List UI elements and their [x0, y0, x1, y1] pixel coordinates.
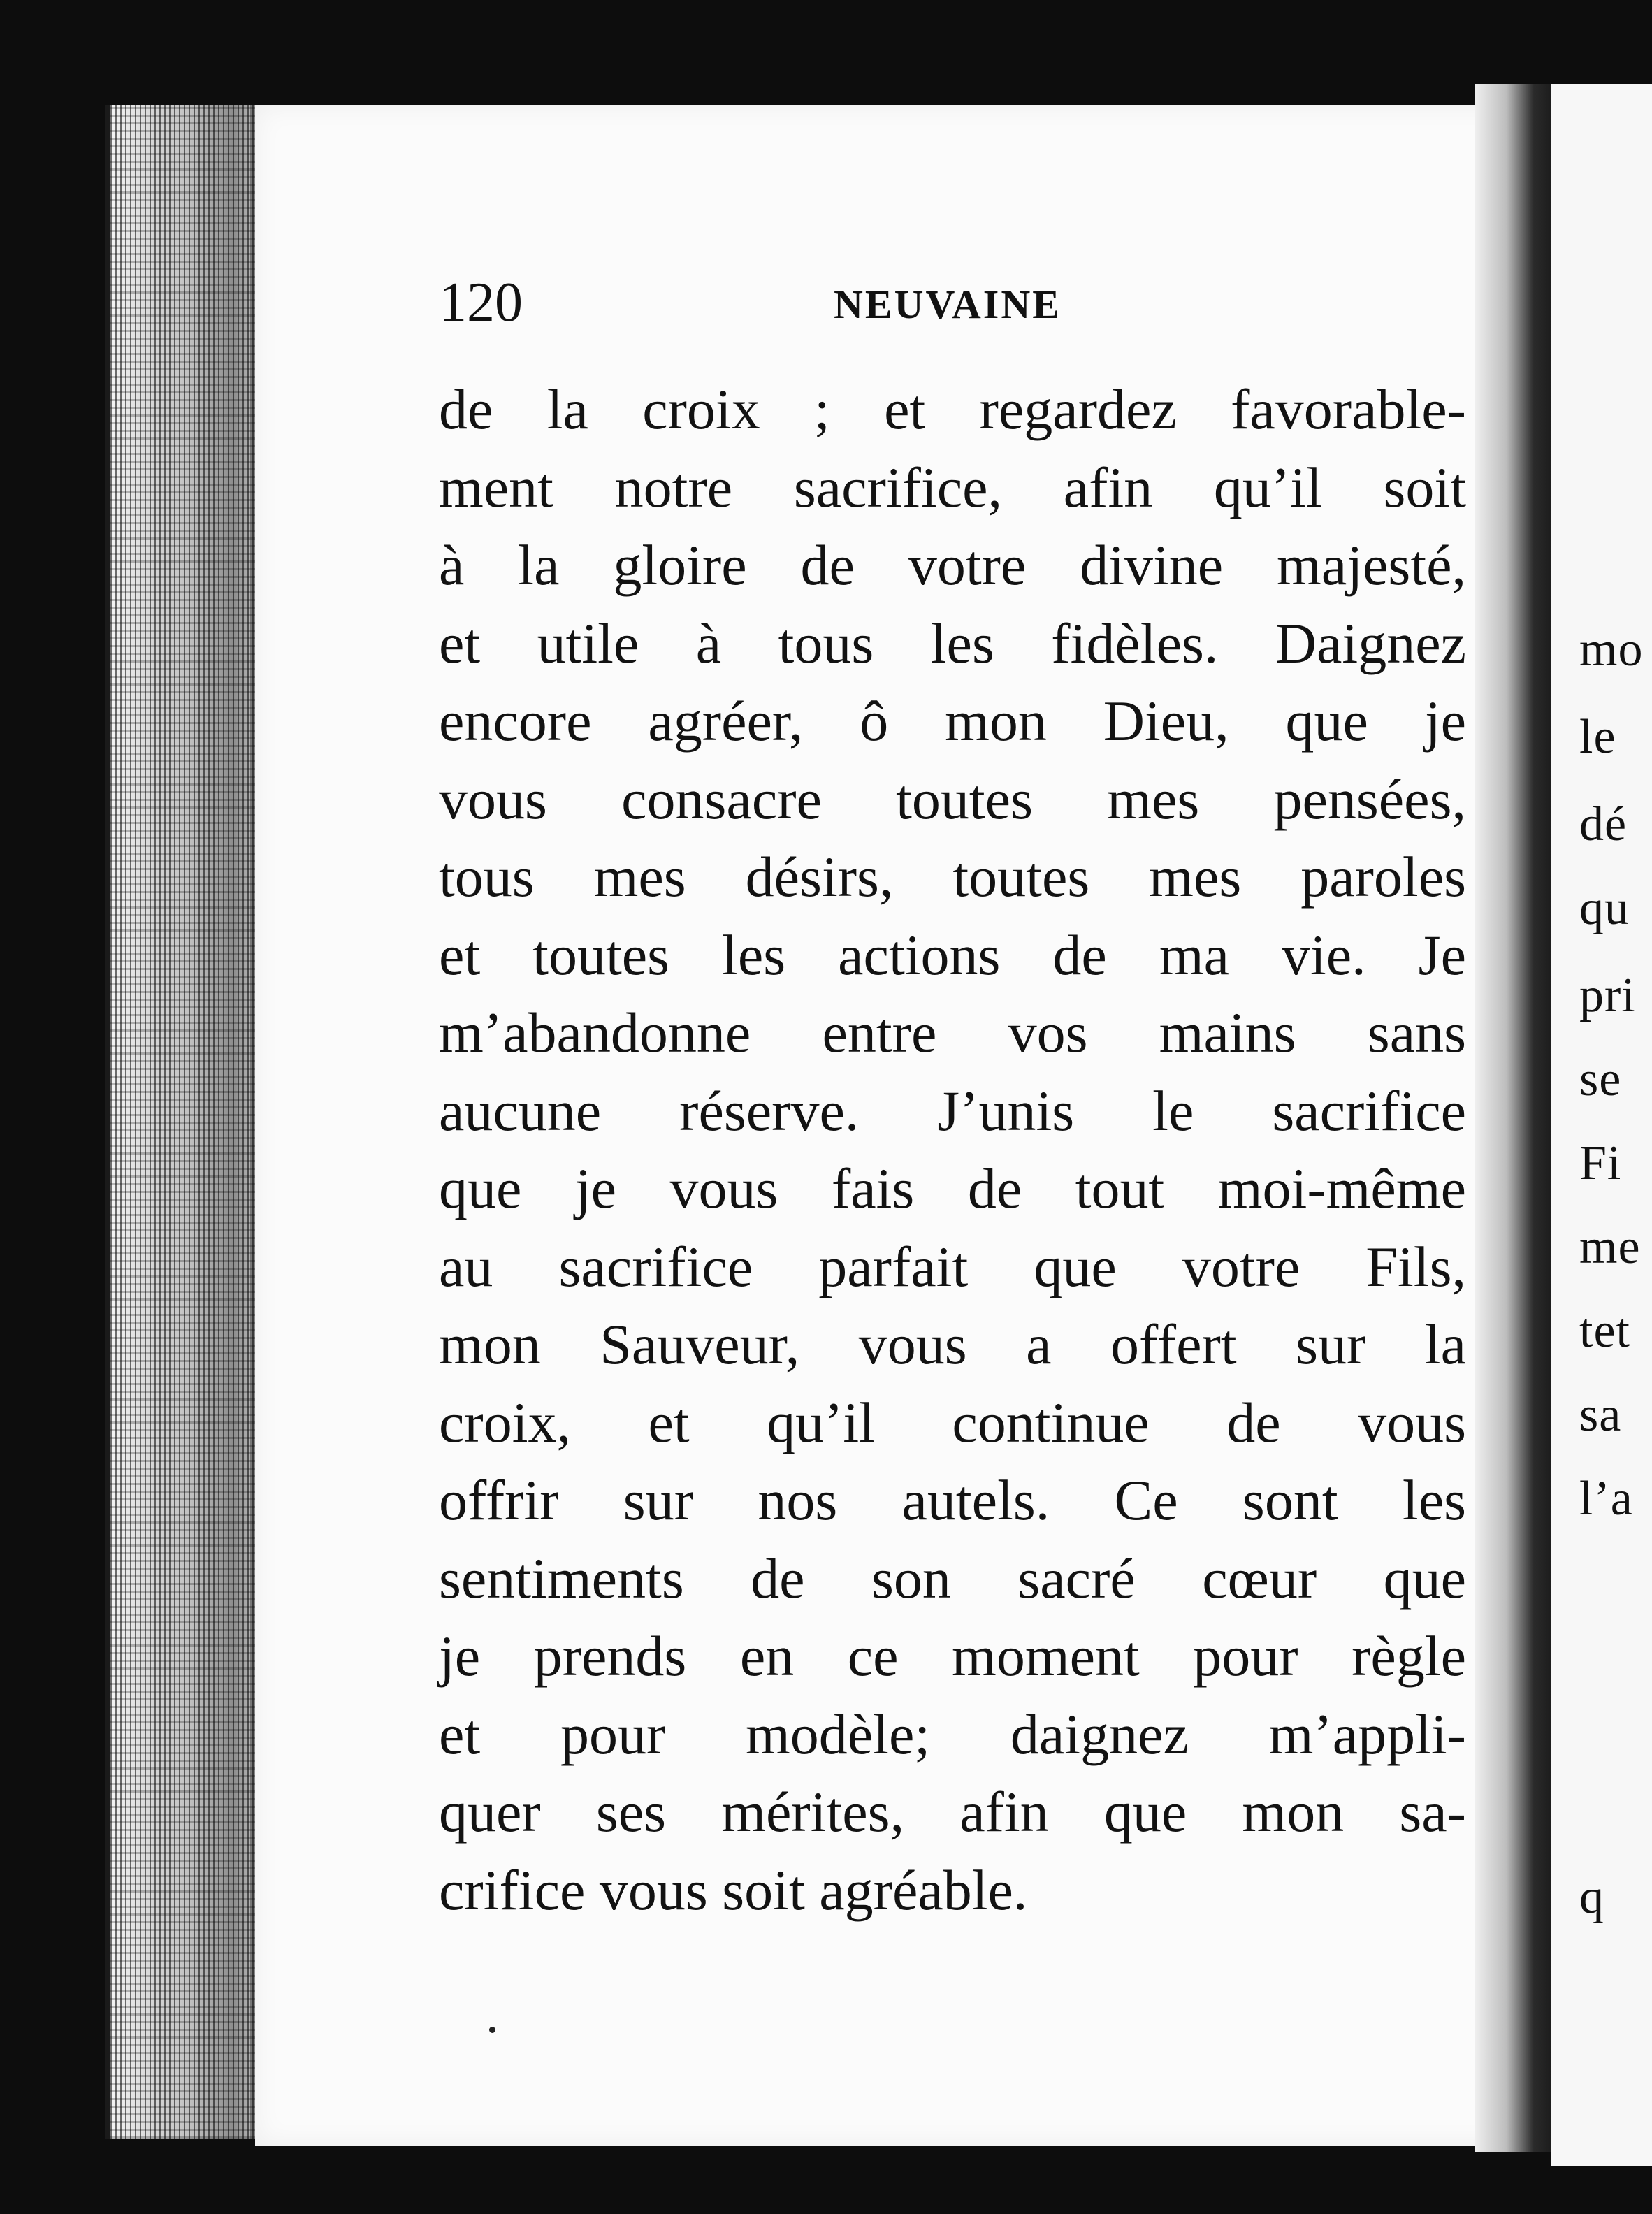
page-number: 120 — [439, 272, 523, 333]
page-edges — [105, 105, 264, 2139]
right-page-fragment: le — [1579, 710, 1616, 764]
right-page-fragment: sa — [1579, 1388, 1622, 1442]
right-page-fragment: me — [1579, 1220, 1641, 1274]
text-line: ment notre sacrifice, afin qu’il soit — [439, 455, 1466, 519]
text-line: vous consacre toutes mes pensées, — [439, 767, 1466, 831]
right-page-fragment: q — [1579, 1870, 1604, 1924]
text-line: m’abandonne entre vos mains sans — [439, 1001, 1466, 1064]
text-line: et pour modèle; daignez m’appli- — [439, 1702, 1466, 1766]
text-line: offrir sur nos autels. Ce sont les — [439, 1468, 1466, 1532]
right-page-fragment: se — [1579, 1052, 1622, 1106]
right-page-fragment: pri — [1579, 969, 1636, 1022]
text-line: à la gloire de votre divine majesté, — [439, 533, 1466, 597]
text-line: sentiments de son sacré cœur que — [439, 1546, 1466, 1610]
text-line: au sacrifice parfait que votre Fils, — [439, 1234, 1466, 1298]
right-page-fragment: mo — [1579, 623, 1644, 676]
running-title: NEUVAINE — [834, 282, 1062, 327]
text-line: mon Sauveur, vous a offert sur la — [439, 1312, 1466, 1376]
text-line: et toutes les actions de ma vie. Je — [439, 922, 1466, 987]
text-line: quer ses mérites, afin que mon sa- — [439, 1780, 1466, 1844]
text-line: aucune réserve. J’unis le sacrifice — [439, 1078, 1466, 1143]
print-speck — [489, 2027, 495, 2033]
text-line: de la croix ; et regardez favorable- — [439, 377, 1466, 441]
right-page-fragment: tet — [1579, 1304, 1630, 1358]
text-line: que je vous fais de tout moi-même — [439, 1157, 1466, 1220]
right-page-fragment: l’a — [1579, 1472, 1633, 1526]
text-line: et utile à tous les fidèles. Daignez — [439, 611, 1466, 675]
right-page — [1551, 84, 1652, 2166]
right-page-fragment: qu — [1579, 881, 1630, 935]
page-header — [439, 271, 1459, 355]
text-line: je prends en ce moment pour règle — [439, 1624, 1466, 1688]
text-line-last: crifice vous soit agréable. — [439, 1858, 1028, 1922]
right-page-fragment: Fi — [1579, 1136, 1622, 1190]
text-line: croix, et qu’il continue de vous — [439, 1390, 1466, 1454]
right-page-fragment: dé — [1579, 797, 1628, 851]
body-text — [439, 370, 1466, 1929]
text-line: encore agréer, ô mon Dieu, que je — [439, 689, 1466, 753]
text-line: tous mes désirs, toutes mes paroles — [439, 845, 1466, 909]
